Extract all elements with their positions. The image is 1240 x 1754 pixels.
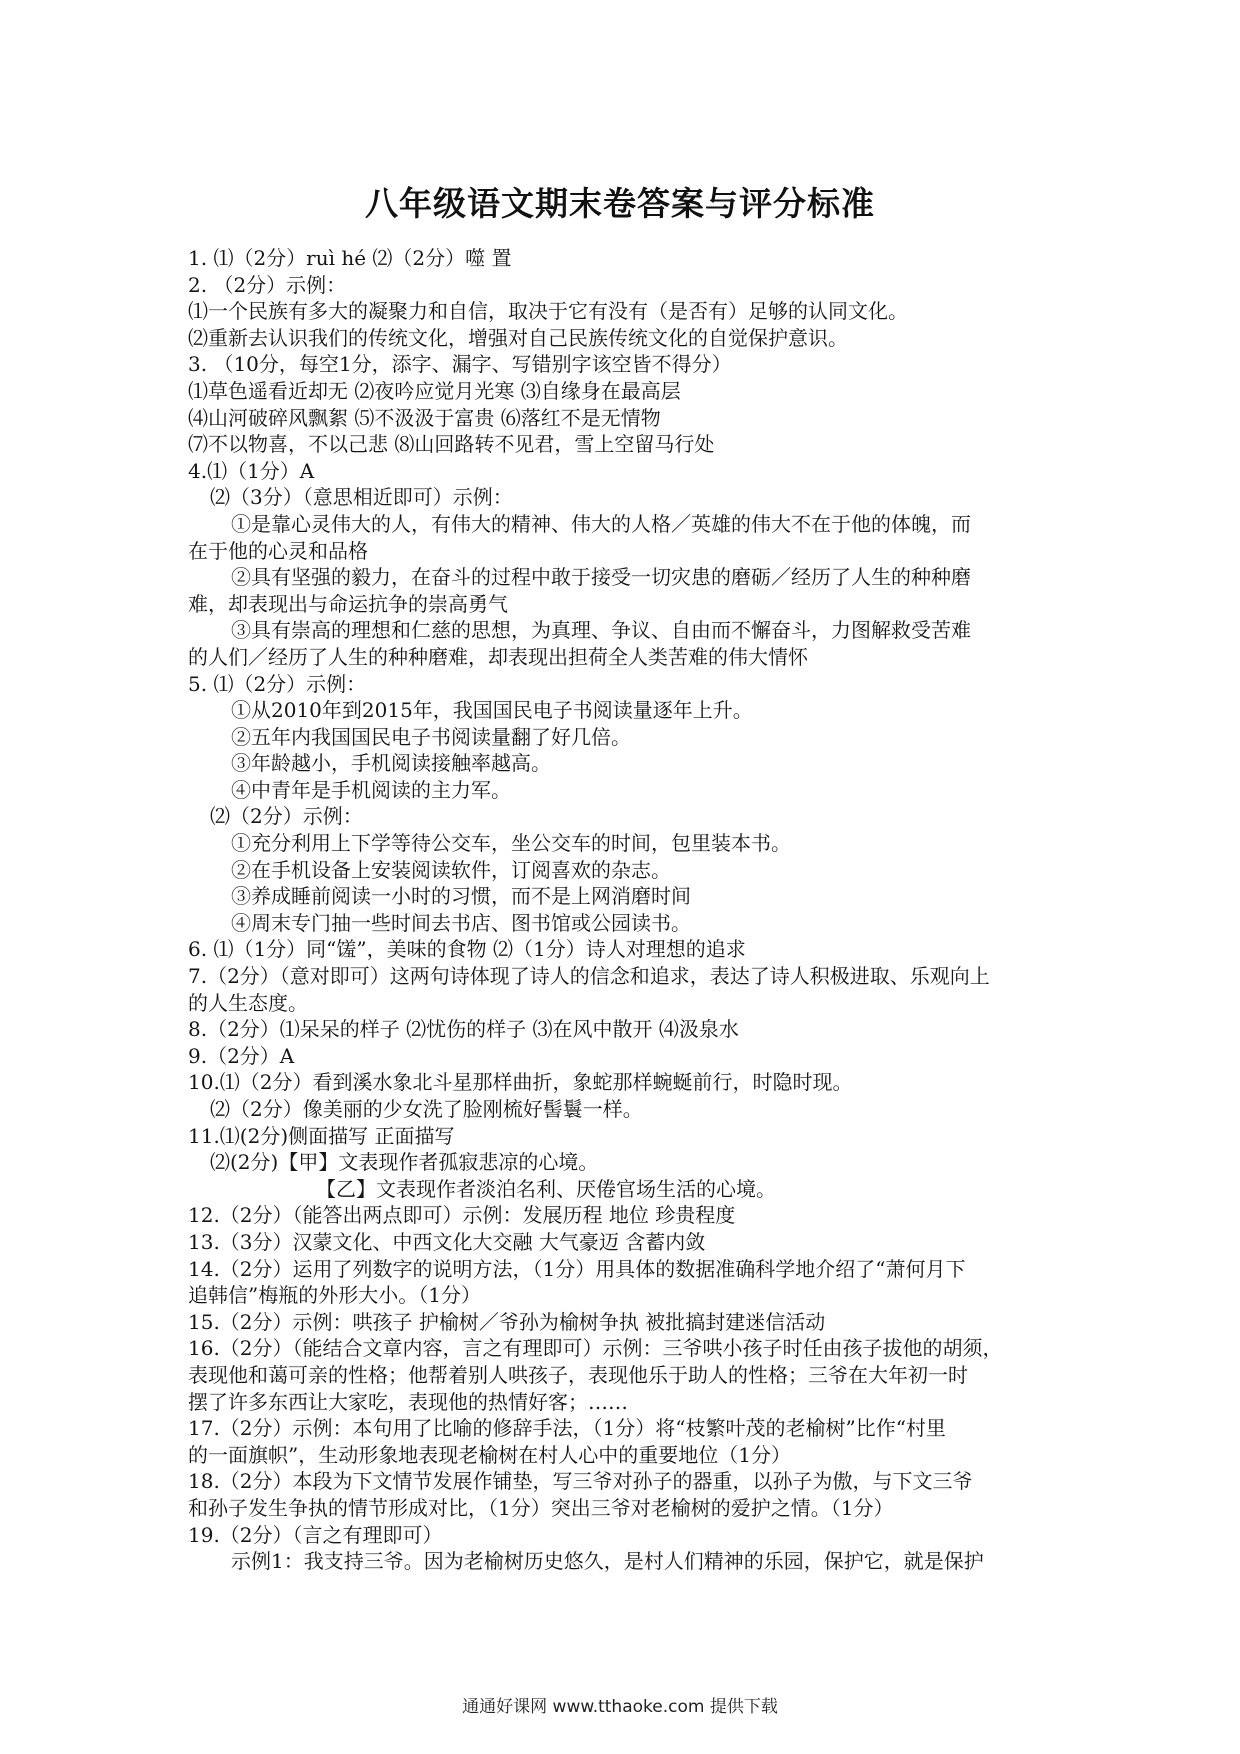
- answer-line: 19.（2分）（言之有理即可）: [188, 1522, 443, 1547]
- answer-line: 2. （2分）示例：: [188, 272, 347, 297]
- answer-line: 表现他和蔼可亲的性格；他帮着别人哄孩子，表现他乐于助人的性格；三爷在大年初一时: [188, 1362, 968, 1387]
- answer-line: 和孙子发生争执的情节形成对比，（1分）突出三爷对老榆树的爱护之情。（1分）: [188, 1495, 894, 1520]
- answer-content: [188, 245, 1068, 1575]
- answer-line: ②五年内我国国民电子书阅读量翻了好几倍。: [231, 724, 631, 749]
- answer-line: ②具有坚强的毅力，在奋斗的过程中敢于接受一切灾患的磨砺／经历了人生的种种磨: [231, 565, 971, 590]
- answer-line: 8.（2分）⑴呆呆的样子 ⑵忧伤的样子 ⑶在风中散开 ⑷汲泉水: [188, 1017, 739, 1042]
- answer-line: 示例1：我支持三爷。因为老榆树历史悠久，是村人们精神的乐园，保护它，就是保护: [231, 1549, 984, 1574]
- answer-line: 18.（2分）本段为下文情节发展作铺垫，写三爷对孙子的器重，以孙子为傲，与下文三爷: [188, 1469, 973, 1494]
- answer-line: ⑵重新去认识我们的传统文化，增强对自己民族传统文化的自觉保护意识。: [188, 325, 848, 350]
- answer-line: 1. ⑴（2分）ruì hé ⑵（2分）噬 置: [188, 246, 512, 270]
- answer-line: 11.⑴(2分)侧面描写 正面描写: [188, 1123, 455, 1148]
- answer-line: 9.（2分）A: [188, 1043, 295, 1068]
- answer-line: ⑵（2分）示例：: [210, 804, 363, 829]
- document-title: 八年级语文期末卷答案与评分标准: [365, 184, 875, 223]
- answer-line: 追韩信”梅瓶的外形大小。（1分）: [188, 1283, 481, 1308]
- answer-line: ④周末专门抽一些时间去书店、图书馆或公园读书。: [231, 910, 691, 935]
- footer-watermark: 通通好课网 www.tthaoke.com 提供下载: [462, 1697, 778, 1717]
- answer-line: 3. （10分，每空1分，添字、漏字、写错别字该空皆不得分）: [188, 352, 732, 377]
- answer-line: 13.（3分）汉蒙文化、中西文化大交融 大气豪迈 含蓄内敛: [188, 1229, 706, 1254]
- answer-line: ①从2010年到2015年，我国国民电子书阅读量逐年上升。: [231, 698, 753, 723]
- answer-line: 的人生态度。: [188, 990, 308, 1015]
- answer-line: 4.⑴（1分）A: [188, 458, 315, 483]
- answer-line: 10.⑴（2分）看到溪水象北斗星那样曲折，象蛇那样蜿蜒前行，时隐时现。: [188, 1070, 853, 1095]
- answer-line: 在于他的心灵和品格: [188, 538, 368, 563]
- answer-line: 14.（2分）运用了列数字的说明方法，（1分）用具体的数据准确科学地介绍了“萧何月下: [188, 1256, 966, 1281]
- answer-line: ③具有崇高的理想和仁慈的思想，为真理、争议、自由而不懈奋斗，力图解救受苦难: [231, 618, 971, 643]
- answer-line: ④中青年是手机阅读的主力军。: [231, 777, 511, 802]
- answer-line: 【乙】文表现作者淡泊名利、厌倦官场生活的心境。: [316, 1176, 776, 1201]
- answer-line: ⑷山河破碎风飘絮 ⑸不汲汲于富贵 ⑹落红不是无情物: [188, 405, 661, 430]
- answer-line: 难，却表现出与命运抗争的崇高勇气: [188, 591, 508, 616]
- answer-line: ③养成睡前阅读一小时的习惯，而不是上网消磨时间: [231, 884, 691, 909]
- answer-line: ①是靠心灵伟大的人，有伟大的精神、伟大的人格／英雄的伟大不在于他的体魄，而: [231, 511, 971, 536]
- answer-line: ⑵（2分）像美丽的少女洗了脸刚梳好髻鬟一样。: [210, 1097, 643, 1121]
- answer-line: 16.（2分）（能结合文章内容，言之有理即可）示例：三爷哄小孩子时任由孩子拔他的胡须，: [188, 1336, 1003, 1361]
- answer-line: ②在手机设备上安装阅读软件，订阅喜欢的杂志。: [231, 857, 671, 882]
- answer-line: ⑵(2分)【甲】文表现作者孤寂悲凉的心境。: [210, 1150, 599, 1175]
- answer-line: 12.（2分）（能答出两点即可）示例：发展历程 地位 珍贵程度: [188, 1203, 736, 1228]
- answer-line: 7.（2分）（意对即可）这两句诗体现了诗人的信念和追求，表达了诗人积极进取、乐观向上: [188, 964, 990, 989]
- answer-line: 的一面旗帜”，生动形象地表现老榆树在村人心中的重要地位（1分）: [188, 1442, 791, 1467]
- answer-line: ⑺不以物喜，不以己悲 ⑻山回路转不见君，雪上空留马行处: [188, 432, 715, 457]
- answer-line: 17.（2分）示例：本句用了比喻的修辞手法，（1分）将“枝繁叶茂的老榆树”比作“村里: [188, 1416, 946, 1441]
- answer-line: ①充分利用上下学等待公交车，坐公交车的时间，包里装本书。: [231, 831, 791, 856]
- answer-line: 6. ⑴（1分）同“馐”，美味的食物 ⑵（1分）诗人对理想的追求: [188, 937, 746, 962]
- answer-line: ⑵（3分）（意思相近即可）示例：: [210, 485, 513, 510]
- answer-line: ⑴一个民族有多大的凝聚力和自信，取决于它有没有（是否有）足够的认同文化。: [188, 299, 908, 324]
- answer-line: ⑴草色遥看近却无 ⑵夜吟应觉月光寒 ⑶自缘身在最高层: [188, 378, 681, 403]
- answer-line: 的人们／经历了人生的种种磨难，却表现出担荷全人类苦难的伟大情怀: [188, 644, 808, 669]
- answer-line: 摆了许多东西让大家吃，表现他的热情好客；……: [188, 1389, 628, 1414]
- answer-line: ③年龄越小，手机阅读接触率越高。: [231, 751, 551, 776]
- answer-line: 5. ⑴（2分）示例：: [188, 671, 367, 696]
- answer-line: 15.（2分）示例：哄孩子 护榆树／爷孙为榆树争执 被批搞封建迷信活动: [188, 1309, 826, 1334]
